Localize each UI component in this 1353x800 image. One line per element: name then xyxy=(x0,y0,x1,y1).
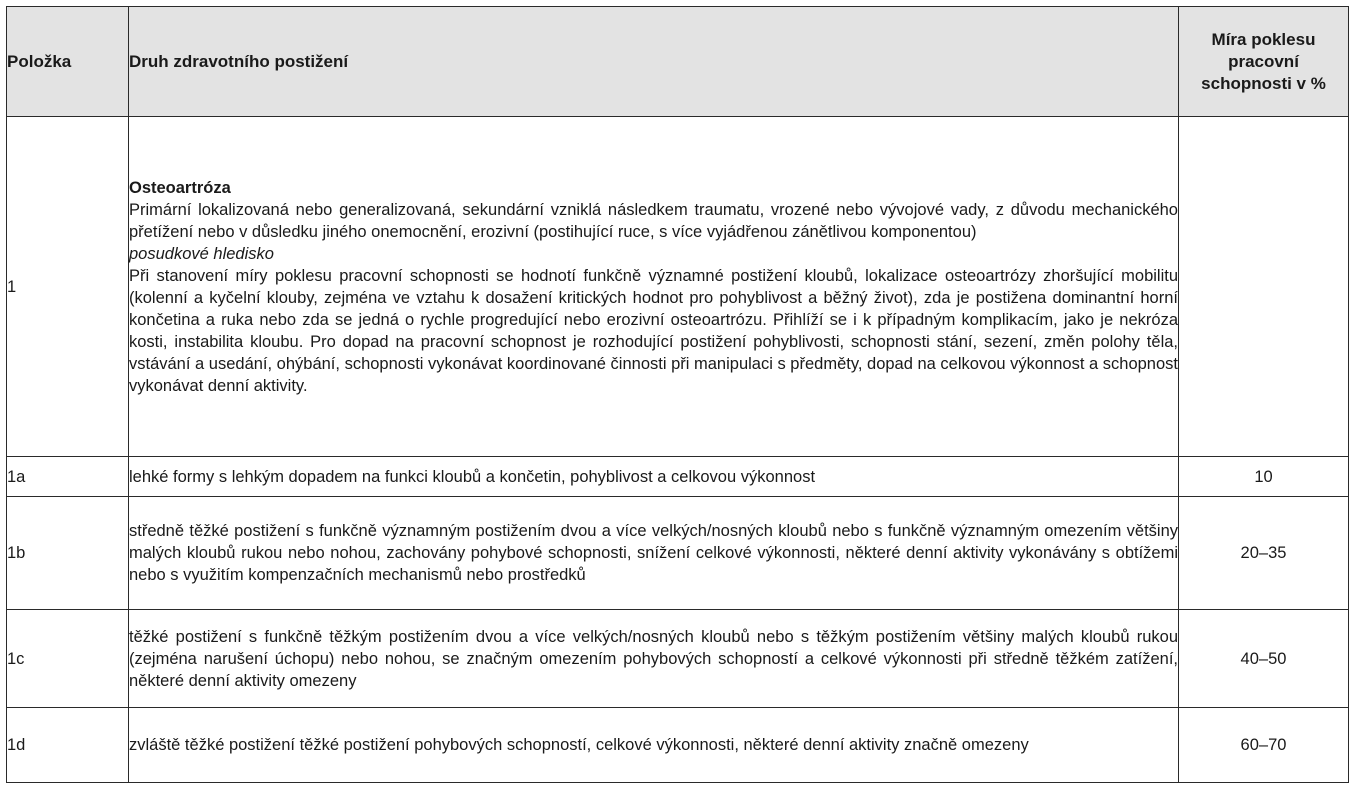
disability-table xyxy=(6,6,1349,783)
row-item: 1b xyxy=(7,497,129,610)
row-item: 1 xyxy=(7,117,129,457)
row-rate: 20–35 xyxy=(1179,497,1349,610)
header-item: Položka xyxy=(7,7,129,117)
table-row xyxy=(7,708,1349,783)
section-subheading: posudkové hledisko xyxy=(129,244,274,263)
table-row xyxy=(7,497,1349,610)
section-body: Při stanovení míry poklesu pracovní schopnosti se hodnotí funkčně významné postižení kloubů, lokalizace osteoartrózy zhoršující mobilitu (kolenní a kyčelní klouby, zejména ve vztahu k dosažení kritických hodnot pro pohyblivost a běžný život), zda je postižena dominantní horní končetina a ruka nebo zda se jedná o rychle progredující nebo erozivní osteoartrózu. Přihlíží se i k případným komplikacím, jako je nekróza kosti, instabilita kloubu. Pro dopad na pracovní schopnost je rozhodující postižení pohyblivosti, schopnosti stání, sezení, změn polohy těla, vstávání a usedání, ohýbání, schopnosti vykonávat koordinované činnosti při manipulaci s předměty, dopad na celkovou výkonnost a schopnost vykonávat denní aktivity. xyxy=(129,266,1178,395)
table-row xyxy=(7,610,1349,708)
table-row xyxy=(7,457,1349,497)
row-description: zvláště těžké postižení těžké postižení pohybových schopností, celkové výkonnosti, některé denní aktivity značně omezeny xyxy=(129,708,1179,783)
row-rate: 60–70 xyxy=(1179,708,1349,783)
row-description: lehké formy s lehkým dopadem na funkci kloubů a končetin, pohyblivost a celkovou výkonnost xyxy=(129,457,1179,497)
header-rate-label: Míra poklesu pracovní schopnosti v % xyxy=(1201,29,1326,93)
table-header-row xyxy=(7,7,1349,117)
row-description xyxy=(129,117,1179,457)
header-description: Druh zdravotního postižení xyxy=(129,7,1179,117)
header-rate xyxy=(1179,7,1349,117)
row-item: 1c xyxy=(7,610,129,708)
row-description: středně těžké postižení s funkčně významným postižením dvou a více velkých/nosných kloubů nebo s funkčně významným omezením většiny malých kloubů rukou nebo nohou, zachovány pohybové schopnosti, snížení celkové výkonnosti, některé denní aktivity vykonávány s obtížemi nebo s využitím kompenzačních mechanismů nebo prostředků xyxy=(129,497,1179,610)
table-row xyxy=(7,117,1349,457)
row-rate xyxy=(1179,117,1349,457)
row-item: 1a xyxy=(7,457,129,497)
row-rate: 10 xyxy=(1179,457,1349,497)
row-rate: 40–50 xyxy=(1179,610,1349,708)
section-intro: Primární lokalizovaná nebo generalizovaná, sekundární vzniklá následkem traumatu, vrozené nebo vývojové vady, z důvodu mechanického přetížení nebo v důsledku jiného onemocnění, erozivní (postihující ruce, s více vyjádřenou zánětlivou komponentou) xyxy=(129,200,1178,241)
row-item: 1d xyxy=(7,708,129,783)
row-description: těžké postižení s funkčně těžkým postižením dvou a více velkých/nosných kloubů nebo s těžkým postižením většiny malých kloubů rukou (zejména narušení úchopu) nebo nohou, se značným omezením pohybových schopností a celkové výkonnosti při středně těžkém zatížení, některé denní aktivity omezeny xyxy=(129,610,1179,708)
section-title: Osteoartróza xyxy=(129,178,231,197)
